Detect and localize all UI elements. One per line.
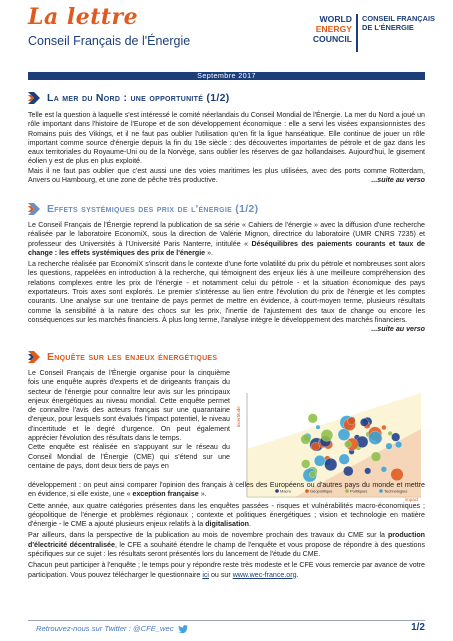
section-3-paragraph-5: Par ailleurs, dans la perspective de la publication au mois de novembre prochain des travaux du CME sur la production d'électricité décentralisée, le CFE a souhaité étendre le champ de l'enquête et vous propose de répondre à des questions spécifiques sur ce sujet : les résultats seront présentés lors du lancement de l'étude du CME. [28,531,425,559]
questionnaire-link[interactable]: ici [202,570,210,579]
issue-date-bar: Septembre 2017 [28,72,425,80]
twitter-bird-icon [178,625,188,633]
newsletter-subtitle: Conseil Français de l'Énergie [28,34,191,48]
newsletter-title: La lettre [28,4,139,30]
bubble-point [311,442,319,450]
logo-french-name: CONSEIL FRANÇAIS DE L'ÉNERGIE [362,14,435,33]
section-3-paragraph-2: Cette enquête est réalisée en s'appuyant sur le réseau du Conseil Mondial de l'Énergie (CME) qui s'étend sur une centaine de pays, dont deux tiers de pays en [28,443,230,470]
header [0,0,453,66]
section-3-paragraph-4: Cette année, aux quatre catégories présentes dans les enquêtes passées - risques et vulnérabilités macro-économiques ; géopolitique de l'énergie et problèmes régionaux ; contexte et politiques énergétiques ; vision et technologie en matière d'énergie - le CME a ajouté plusieurs enjeux relatifs à la digitalisation. [28,501,425,529]
bubble-point [371,452,381,462]
wec-logo[interactable] [292,14,435,54]
section-3-body [28,481,425,580]
chevron-right-icon [28,92,41,104]
bubble-point [395,441,402,448]
section-3-paragraph-3: développement : on peut ainsi comparer l'opinion des français à celles des Européens ou d'autres pays du monde et mettre en évidence, si elle existe, une « exception française ». [28,481,425,499]
section-3-paragraph-1: Le Conseil Français de l'Énergie organise pour la cinquième fois une enquête auprès d'experts et de dirigeants français du secteur de l'énergie pour connaître leur avis sur les principaux enjeux énergétiques au niveau mondial. Cette enquête permet de connaître l'avis des acteurs français sur une quarantaine d'enjeux, pour lesquels sont évalués l'impact potentiel, le niveau d'incertitude et le degré d'urgence. On peut également apprécier l'évolution des résultats dans le temps. [28,369,230,443]
chevron-right-icon [28,351,41,363]
bubble-point [344,441,351,448]
section-3-paragraph-6: Chacun peut participer à l'enquête ; le temps pour y répondre reste très modeste et le CFE vous remercie par avance de votre participation. Vous pouvez télécharger le questionnaire ici ou sur www.wec-france.org. [28,561,425,579]
legend-item: Politiques [350,488,368,494]
footer-divider [28,620,425,621]
section-1-title: La mer du Nord : une opportunité (1/2) [47,92,230,104]
bubble-point [388,431,393,436]
bubble-point [301,434,311,444]
bubble-point [339,454,350,465]
website-link[interactable]: www.wec-france.org [232,570,297,579]
bubble-point [369,431,382,444]
bubble-point [343,466,353,476]
chevron-right-icon [28,203,41,215]
section-1-body [28,111,425,185]
bubble-point [391,433,400,442]
continue-link[interactable]: ...suite au verso [371,176,425,185]
section-1-paragraph-2: Mais il ne faut pas oublier que c'est aussi une des voies maritimes les plus utilisées, avec des ports comme Rotterdam, Anvers ou Hambourg, et une zone de pêche très productive. ...suite au verso [28,166,425,185]
section-1-header [28,92,230,104]
logo-divider [356,14,358,52]
bubble-point [382,425,387,430]
bubble-point [314,455,325,466]
section-3-left-column [28,369,230,471]
footer-social[interactable] [36,624,188,633]
section-1-paragraph-1: Telle est la question à laquelle s'est intéressé le comité néerlandais du Conseil Mondial de l'Énergie. La mer du Nord a joué un rôle important dans l'histoire de l'Europe et de son développement économique : elle a servi les visées expansionnistes des Romains puis des Vikings, et il ne faut pas oublier l'utilisation qu'en fit la ligue hanséatique. Elle continue de jouer un rôle important comme source d'énergie depuis la fin du 19e siècle : des découvertes importantes de pétrole et de gaz dans les eaux territoriales du Royaume-Uni ou de la Norvège, sans oublier les réserves de gaz hollandaises. Aujourd'hui, le gisement éolien y est de plus en plus exploité. [28,111,425,166]
bubble-point [391,468,404,481]
bubble-point [321,429,333,441]
legend-item: Technologies [384,488,408,494]
section-3-header [28,351,217,363]
bubble-point [357,436,369,448]
legend-item: Géopolitique [310,488,333,494]
logo-wordmark: WORLD ENERGY COUNCIL [312,14,352,44]
section-2-title: Effets systémiques des prix de l'énergie (1/2) [47,203,259,215]
bubble-point [324,458,337,471]
section-3-title: Enquête sur les enjeux énergétiques [47,351,218,363]
bubble-point [348,417,356,425]
bubble-point [381,466,387,472]
bubble-point [360,418,368,426]
bubble-point [364,468,371,475]
legend-item: Macro [280,488,292,494]
y-axis-label: incertitude [236,406,241,427]
bubble-point [316,425,320,429]
x-axis-label: impact [405,497,419,502]
bubble-point [309,471,316,478]
section-2-header [28,203,258,215]
twitter-handle-text: Retrouvez-nous sur Twitter : @CFE_wec [36,624,174,633]
bubble-point [386,443,393,450]
continue-link[interactable]: ...suite au verso [371,325,425,334]
section-2-body [28,221,425,335]
bubble-point [301,460,310,469]
bubble-point [308,414,318,424]
page-number: 1/2 [411,622,425,633]
section-2-paragraph-2: La recherche réalisée par EconomiX s'inscrit dans le contexte d'une forte volatilité du prix du pétrole et nombreuses sont alors les questions, rappelées en introduction à la recherche, qui témoignent des enjeux liés à une meilleure compréhension des relations complexes entre les prix de l'énergie - et notamment celui du pétrole - et la situation économique des pays exportateurs. Trois axes sont explorés. Le premier s'intéresse au lien entre l'évolution du prix de l'énergie et les comptes courants. Une analyse sur une trentaine de pays permet de mettre en évidence, à court-moyen terme, plusieurs résultats comme la sensibilité à la nature des chocs sur les prix, l'inertie de l'ajustement des taux de change ou encore les conséquences sur les marchés financiers. À plus long terme, l'analyse intègre le développement des marchés financiers. ...suite au verso [28,260,425,334]
section-2-paragraph-1: Le Conseil Français de l'Énergie reprend la publication de sa série « Cahiers de l'énergie » avec la diffusion d'une recherche réalisée par le laboratoire EconomiX, sous la direction de Valérie Mignon, directrice du laboratoire (UMR CNRS 7235) et professeur des Universités à l'Université Paris Nanterre, intitulée « Déséquilibres des paiements courants et taux de change : les effets systémiques des prix de l'énergie ». [28,221,425,257]
